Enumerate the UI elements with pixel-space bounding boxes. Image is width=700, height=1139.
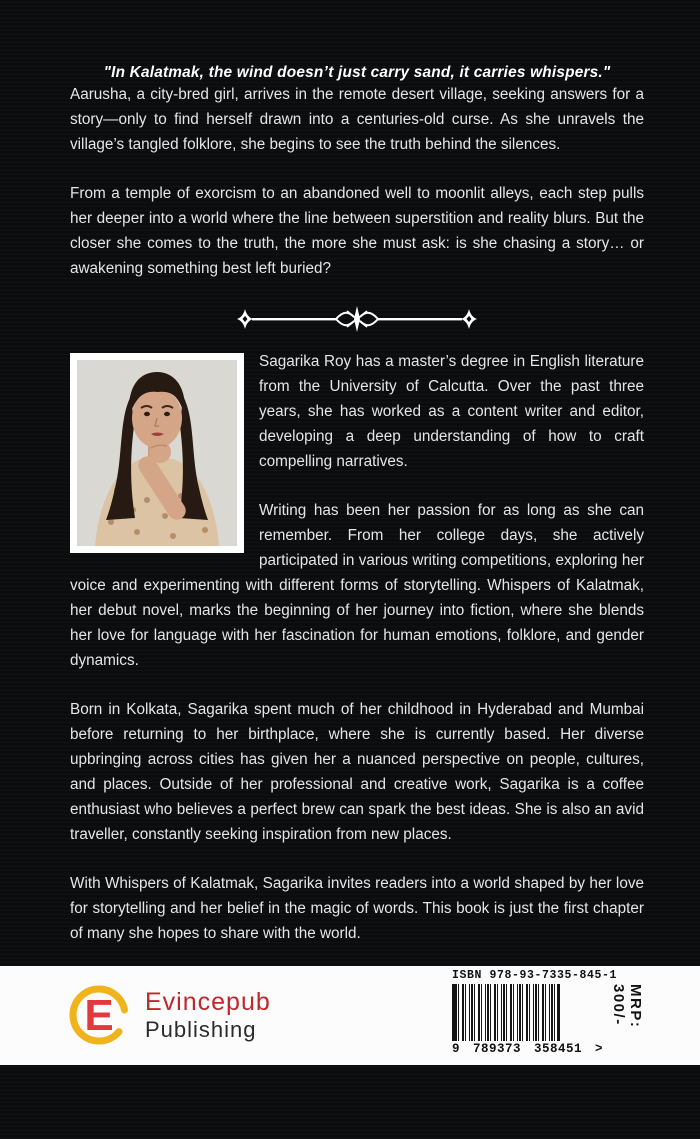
bio-paragraph-2: Writing has been her passion for as long as she can remember. From her college days, she actively participated in various writing competitions, exploring her voice and experimenting with different forms of storytelling. Whispers of Kalatmak, her debut novel, marks the beginning of her journey into fiction, where she blends her love for language with her fascination for human emotions, folklore, and gender dynamics. (70, 502, 644, 669)
publisher-names (145, 989, 271, 1041)
author-photo (70, 353, 244, 553)
publisher-logo (66, 982, 271, 1048)
publisher-name: Evincepub (145, 987, 271, 1016)
bio-paragraph-3: Born in Kolkata, Sagarika spent much of her childhood in Hyderabad and Mumbai before returning to her birthplace, where she is currently based. Her diverse upbringing across cities has given her a nuanced perspective on people, cultures, and places. Outside of her professional and creative work, Sagarika is a coffee enthusiast who believes a perfect brew can spark the best ideas. She is also an avid traveller, constantly seeking inspiration from new places. (70, 701, 644, 843)
barcode-bars (452, 984, 560, 1041)
barcode-digits: 9 789373 358451 > (451, 1042, 603, 1056)
synopsis-paragraph-1: Aarusha, a city-bred girl, arrives in the remote desert village, seeking answers for a story—only to find herself drawn into a centuries-old curse. As she unravels the village’s tangled folklore, she begins to see the truth behind the silences. (70, 86, 644, 153)
author-bio-section (70, 349, 644, 673)
cover-content (0, 64, 700, 946)
tagline-quote: "In Kalatmak, the wind doesn’t just carry sand, it carries whispers." (103, 64, 611, 81)
author-portrait-illustration (77, 360, 237, 546)
barcode-row (452, 984, 644, 1060)
barcode-block (452, 969, 644, 1060)
logo-letter: E (84, 991, 114, 1040)
barcode-left-column (452, 984, 603, 1060)
publisher-type: Publishing (145, 1017, 257, 1043)
synopsis-paragraph-2: From a temple of exorcism to an abandoned well to moonlit alleys, each step pulls her deeper into a world where the line between superstition and reality blurs. But the closer she comes to the truth, the more she must ask: is she chasing a story… or awakening something best left buried? (70, 185, 644, 277)
evincepub-logo-icon (66, 982, 132, 1048)
ornamental-divider (235, 305, 479, 333)
mrp-price-label: MRP: 300/- (610, 984, 644, 1029)
isbn-text: ISBN 978-93-7335-845-1 (451, 969, 617, 982)
bio-paragraph-1: Sagarika Roy has a master’s degree in English literature from the University of Calcutta. Over the past three years, she has worked as a content writer and editor, developing a deep understanding of how to craft compelling narratives. (259, 353, 644, 470)
publisher-footer-band (0, 966, 700, 1065)
bio-paragraph-4: With Whispers of Kalatmak, Sagarika invites readers into a world shaped by her love for storytelling and her belief in the magic of words. This book is just the first chapter of many she hopes to share with the world. (70, 875, 644, 942)
